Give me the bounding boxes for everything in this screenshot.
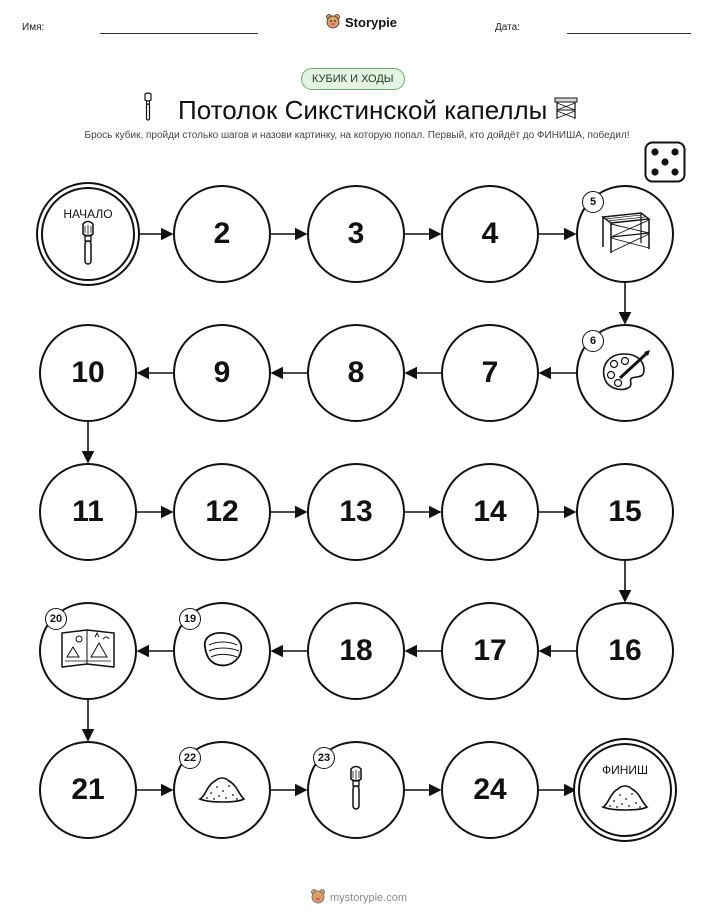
board-cell-20 [39, 602, 137, 700]
paintbrush-icon [75, 220, 101, 271]
palette-icon [598, 348, 652, 399]
board-cell-19 [173, 602, 271, 700]
board-cell-6 [576, 324, 674, 422]
board-cell-10 [39, 324, 137, 422]
cell-number: 18 [339, 634, 373, 667]
board-cell-17 [441, 602, 539, 700]
cell-number: 2 [213, 217, 231, 250]
finish-label: ФИНИШ [601, 763, 649, 777]
board-cell-16 [576, 602, 674, 700]
cell-number-badge: 23 [313, 747, 335, 769]
board-cell-25 [578, 743, 672, 837]
cell-number: 9 [213, 356, 231, 389]
board-cell-1 [41, 187, 135, 281]
plaster-lump-icon [199, 629, 245, 674]
board-cell-18 [307, 602, 405, 700]
board-cell-14 [441, 463, 539, 561]
board-cell-5 [576, 185, 674, 283]
board-cell-15 [576, 463, 674, 561]
board-cell-7 [441, 324, 539, 422]
bear-mascot-icon [310, 888, 326, 907]
board-cell-13 [307, 463, 405, 561]
brand-name: Storypie [345, 15, 398, 30]
cell-number: 11 [72, 495, 104, 528]
board-cell-3 [307, 185, 405, 283]
instructions-text: Брось кубик, пройди столько шагов и назови картинку, на которую попал. Первый, кто дойдёт до ФИНИША, победил! [84, 130, 630, 141]
pigment-pile-icon [600, 779, 650, 818]
cell-number: 17 [473, 634, 507, 667]
footer [310, 888, 407, 907]
paintbrush-icon [343, 765, 369, 816]
cell-number: 8 [347, 356, 365, 389]
board-cell-22 [173, 741, 271, 839]
board-cell-21 [39, 741, 137, 839]
board-cell-12 [173, 463, 271, 561]
cell-number: 7 [481, 356, 499, 389]
cell-number: 3 [347, 217, 365, 250]
name-label: Имя: [22, 22, 45, 33]
board-cell-24 [441, 741, 539, 839]
board-cell-2 [173, 185, 271, 283]
page-title: Потолок Сикстинской капеллы [178, 95, 548, 125]
activity-type-badge: КУБИК И ХОДЫ [301, 68, 405, 90]
footer-url: mystorypie.com [330, 891, 408, 904]
board-cell-11 [39, 463, 137, 561]
pigment-pile-icon [197, 771, 247, 810]
cell-number: 14 [473, 495, 507, 528]
board-cell-9 [173, 324, 271, 422]
board-cell-23 [307, 741, 405, 839]
cell-number: 4 [481, 217, 499, 250]
board-cell-8 [307, 324, 405, 422]
cell-number-badge: 5 [582, 191, 604, 213]
cell-number-badge: 6 [582, 330, 604, 352]
start-label: НАЧАЛО [63, 207, 113, 221]
board-cell-4 [441, 185, 539, 283]
cell-number: 16 [608, 634, 642, 667]
cell-number: 21 [71, 773, 105, 806]
cell-number: 12 [205, 495, 239, 528]
cell-number: 24 [473, 773, 507, 806]
cell-number-badge: 19 [179, 608, 201, 630]
cell-number: 10 [71, 356, 105, 389]
cell-number-badge: 22 [179, 747, 201, 769]
date-label: Дата: [495, 22, 520, 33]
cell-number: 15 [608, 495, 642, 528]
scaffold-icon [597, 209, 653, 260]
sketch-map-icon [59, 627, 117, 676]
cell-number-badge: 20 [45, 608, 67, 630]
cell-number: 13 [339, 495, 373, 528]
